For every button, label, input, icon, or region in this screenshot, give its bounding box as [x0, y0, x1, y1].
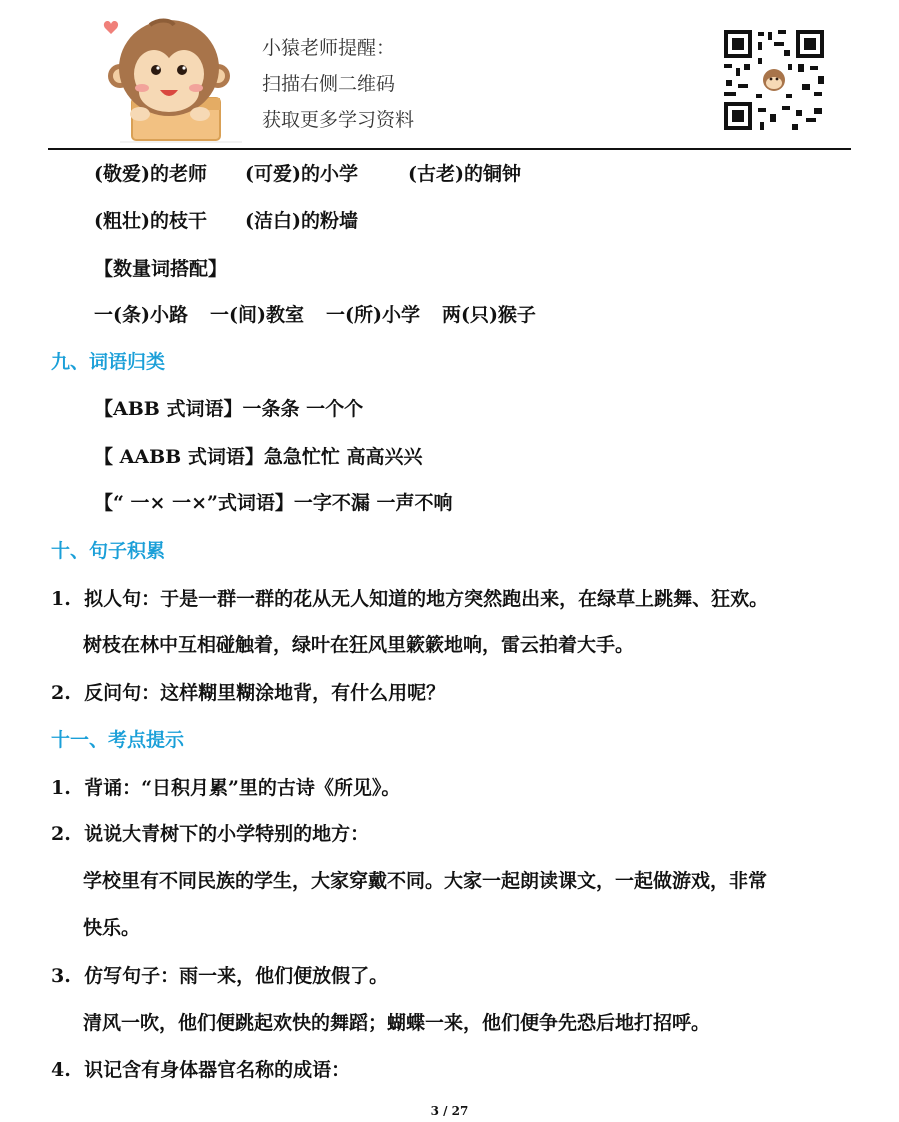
tip-line: 获取更多学习资料	[262, 109, 415, 131]
item-number: 4.	[51, 1059, 71, 1081]
item-continuation: 快乐。	[83, 917, 141, 939]
quantity-heading: 【数量词搭配】	[94, 258, 228, 280]
section-heading: 十、句子积累	[51, 540, 166, 562]
item-text: 背诵：“日积月累”里的古诗《所见》。	[84, 777, 401, 799]
item-continuation: 清风一吹，他们便跳起欢快的舞蹈；蝴蝶一来，他们便争先恐后地打招呼。	[83, 1012, 711, 1034]
phrase: 一(条)小路	[94, 304, 188, 326]
item-text: 仿写句子：雨一来，他们便放假了。	[84, 965, 389, 987]
phrase: 一(所)小学	[325, 304, 420, 326]
qr-code-icon[interactable]	[722, 28, 826, 132]
tip-line: 扫描右侧二维码	[262, 73, 396, 95]
classification-line: 【“ 一× 一×”式词语】一字不漏 一声不响	[94, 492, 453, 514]
item-number: 1.	[51, 588, 71, 610]
tip-text	[262, 30, 414, 138]
classification-line: 【ABB 式词语】一条条 一个个	[94, 398, 364, 420]
section-heading: 十一、考点提示	[51, 729, 185, 751]
item-number: 2.	[51, 682, 71, 704]
phrase: (洁白)的粉墙	[244, 210, 358, 232]
section-heading: 九、词语归类	[51, 351, 166, 373]
list-item	[51, 821, 369, 847]
list-item	[51, 586, 768, 612]
item-number: 2.	[51, 823, 71, 845]
phrase: (古老)的铜钟	[407, 163, 521, 185]
item-continuation: 学校里有不同民族的学生，大家穿戴不同。大家一起朗读课文，一起做游戏，非常	[83, 870, 768, 892]
classification-line: 【 AABB 式词语】急急忙忙 高高兴兴	[94, 446, 423, 468]
item-text: 反问句：这样糊里糊涂地背，有什么用呢？	[84, 682, 446, 704]
monkey-mascot-icon	[92, 10, 242, 145]
phrase: (可爱)的小学	[244, 163, 358, 185]
item-text: 拟人句：于是一群一群的花从无人知道的地方突然跑出来，在绿草上跳舞、狂欢。	[84, 588, 769, 610]
quantity-row	[94, 302, 536, 328]
list-item	[51, 1057, 350, 1083]
adjective-row	[94, 208, 358, 234]
item-text: 识记含有身体器官名称的成语：	[84, 1059, 351, 1081]
list-item	[51, 680, 445, 706]
item-number: 1.	[51, 777, 71, 799]
tip-line: 小猿老师提醒：	[262, 37, 396, 59]
header-divider	[48, 148, 851, 150]
item-number: 3.	[51, 965, 71, 987]
page-header	[0, 0, 899, 150]
phrase: 两(只)猴子	[441, 304, 536, 326]
phrase: (敬爱)的老师	[94, 163, 207, 185]
item-continuation: 树枝在林中互相碰触着，绿叶在狂风里簌簌地响，雷云拍着大手。	[83, 634, 635, 656]
item-text: 说说大青树下的小学特别的地方：	[84, 823, 370, 845]
adjective-row	[94, 161, 521, 187]
list-item	[51, 775, 400, 801]
phrase: 一(间)教室	[209, 304, 304, 326]
phrase: (粗壮)的枝干	[94, 210, 207, 232]
list-item	[51, 963, 388, 989]
page-number: 3 / 27	[430, 1104, 469, 1118]
